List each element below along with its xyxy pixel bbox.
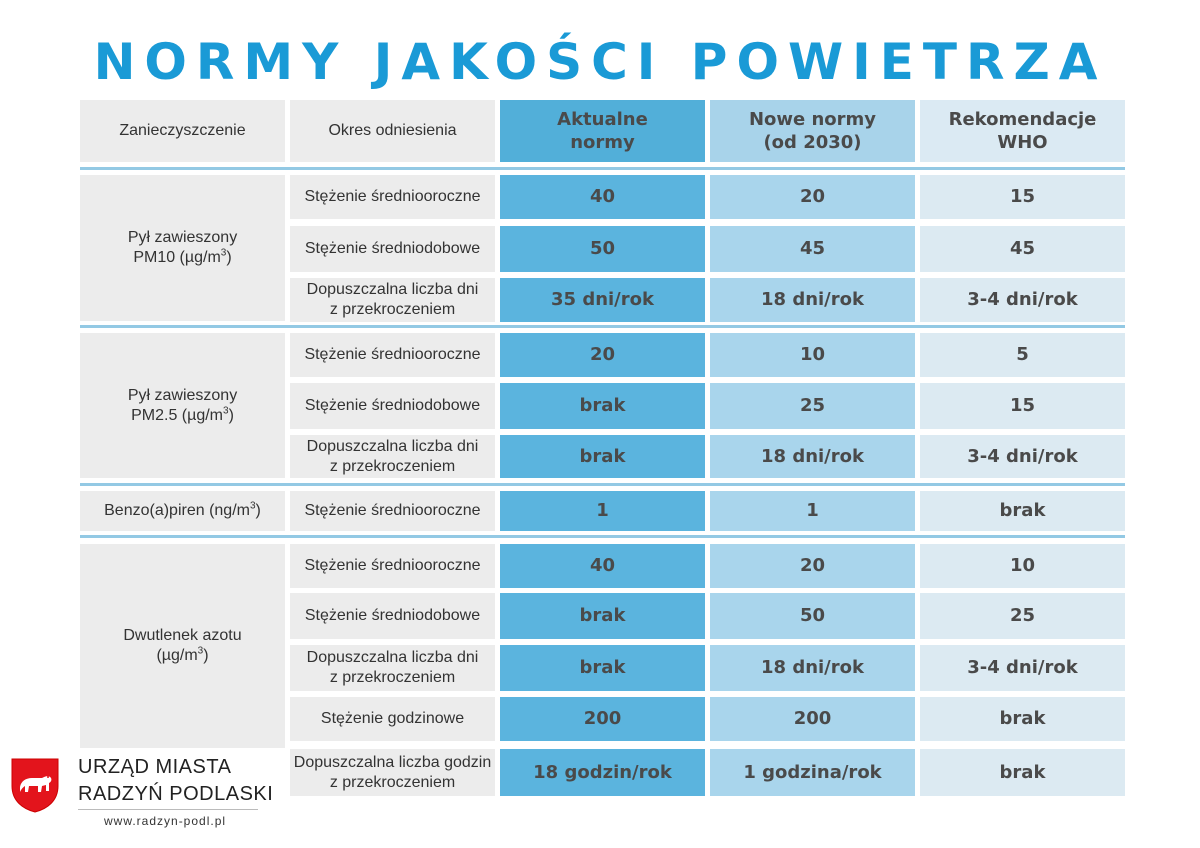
period-cell [290,645,495,691]
who-recommendation-cell [920,226,1125,272]
pollutant-name-line1: Pył zawieszony [127,229,238,246]
period-cell [290,749,495,796]
period-label-line2: z przekroczeniem [329,457,456,475]
period-label-line2: z przekroczeniem [329,773,456,791]
current-norm-cell [500,749,705,796]
pollutant-name-line2 [133,248,231,268]
new-norm-cell [710,383,915,429]
pollutant-unit: PM10 (µg/m [133,249,221,266]
coat-of-arms-icon [9,756,61,814]
new-norm-cell [710,593,915,639]
unit-close: ) [226,249,232,266]
footer-divider [78,809,258,810]
new-norm-cell-value: 1 godzina/rok [743,761,882,783]
organization-name-line1: URZĄD MIASTA [78,756,232,778]
period-cell [290,697,495,741]
who-recommendation-cell-value: 15 [1009,395,1036,416]
period-label-line1: Stężenie średniooroczne [304,346,481,363]
new-norm-cell [710,491,915,531]
period-label-line1: Stężenie średniooroczne [304,188,481,205]
new-norm-cell [710,333,915,377]
website-url: www.radzyn-podl.pl [104,814,227,828]
who-recommendation-cell-value: brak [999,500,1046,521]
current-norm-cell [500,645,705,691]
pollutant-name-line2 [156,646,208,666]
current-norm-cell [500,278,705,322]
new-norm-cell [710,435,915,478]
period-cell [290,226,495,272]
current-norm-cell [500,697,705,741]
period-label-line1: Stężenie godzinowe [320,710,465,727]
pollutant-unit: Benzo(a)piren (ng/m [104,502,250,519]
period-label-line1: Dopuszczalna liczba dni [306,437,479,455]
period-cell [290,435,495,478]
pollutant-unit: PM2.5 (µg/m [131,406,223,424]
unit-close: ) [228,406,234,424]
current-norm-cell-value: 35 dni/rok [551,289,654,310]
pollutant-name-line2 [131,406,234,426]
current-norm-cell [500,435,705,478]
separator [80,483,1125,486]
who-recommendation-cell-value: 10 [1009,555,1036,576]
separator [80,535,1125,538]
header-current-line1: Aktualne [557,109,648,130]
period-cell [290,544,495,588]
period-label-line1: Stężenie średniodobowe [304,397,481,414]
current-norm-cell-value: 40 [589,555,616,576]
current-norm-cell [500,226,705,272]
who-recommendation-cell [920,278,1125,322]
who-recommendation-cell-value: 15 [1009,186,1036,207]
header-pollutant [80,100,285,162]
period-label-line1: Stężenie średniodobowe [304,607,481,624]
new-norm-cell [710,697,915,741]
pollutant-name-line1 [104,501,261,521]
who-recommendation-cell-value: brak [999,761,1046,783]
separator [80,325,1125,328]
new-norm-cell [710,544,915,588]
period-label-line1: Dopuszczalna liczba dni [306,649,479,666]
who-recommendation-cell [920,435,1125,478]
period-cell [290,383,495,429]
new-norm-cell [710,226,915,272]
period-cell [290,491,495,531]
page-title: NORMY JAKOŚCI POWIETRZA [93,33,1107,91]
unit-close: ) [203,647,209,664]
pollutant-name-line1: Pył zawieszony [127,386,238,404]
current-norm-cell [500,383,705,429]
who-recommendation-cell [920,491,1125,531]
current-norm-cell-value: brak [579,395,626,416]
separator [80,167,1125,170]
who-recommendation-cell-value: brak [999,708,1046,729]
unit-superscript: 3 [220,247,227,259]
header-current-line2: normy [570,132,635,153]
who-recommendation-cell [920,383,1125,429]
who-recommendation-cell-value: 3-4 dni/rok [967,289,1078,310]
current-norm-cell-value: 200 [583,708,622,729]
header-period [290,100,495,162]
unit-superscript: 3 [197,645,204,657]
current-norm-cell-value: brak [579,605,626,626]
who-recommendation-cell-value: 25 [1009,605,1036,626]
current-norm-cell [500,175,705,219]
period-label-line1: Stężenie średniooroczne [304,502,481,519]
current-norm-cell-value: brak [579,657,626,678]
current-norm-cell [500,333,705,377]
new-norm-cell-value: 18 dni/rok [761,289,864,310]
who-recommendation-cell [920,645,1125,691]
who-recommendation-cell [920,175,1125,219]
current-norm-cell [500,491,705,531]
unit-superscript: 3 [223,405,229,417]
period-label-line1: Stężenie średniooroczne [304,557,481,574]
header-period-label: Okres odniesienia [328,122,457,139]
period-label-line2: z przekroczeniem [329,301,456,318]
who-recommendation-cell [920,697,1125,741]
period-cell [290,278,495,322]
pollutant-bap [80,491,285,531]
header-who-line2: WHO [997,132,1048,153]
new-norm-cell-value: 200 [793,708,832,729]
who-recommendation-cell [920,749,1125,796]
who-recommendation-cell-value: 3-4 dni/rok [967,445,1078,467]
new-norm-cell [710,278,915,322]
header-current [500,100,705,162]
period-label-line1: Dopuszczalna liczba godzin [293,753,492,771]
pollutant-name-line1: Dwutlenek azotu [123,627,242,644]
new-norm-cell [710,749,915,796]
organization-name-line2: RADZYŃ PODLASKI [78,783,274,805]
header-new [710,100,915,162]
header-new-line2: (od 2030) [763,132,862,153]
current-norm-cell [500,593,705,639]
period-label-line1: Stężenie średniodobowe [304,240,481,257]
unit-close: ) [255,502,261,519]
new-norm-cell-value: 20 [799,555,826,576]
pollutant-no2 [80,544,285,748]
current-norm-cell [500,544,705,588]
period-cell [290,333,495,377]
current-norm-cell-value: 1 [596,500,609,521]
new-norm-cell-value: 50 [799,605,826,626]
current-norm-cell-value: 40 [589,186,616,207]
header-new-line1: Nowe normy [748,109,877,130]
who-recommendation-cell [920,333,1125,377]
new-norm-cell-value: 18 dni/rok [761,657,864,678]
period-cell [290,175,495,219]
header-pollutant-label: Zanieczyszczenie [119,122,246,139]
period-label-line1: Dopuszczalna liczba dni [306,281,479,298]
unit-superscript: 3 [249,500,256,512]
pollutant-pm10 [80,175,285,321]
new-norm-cell-value: 10 [799,344,826,365]
period-cell [290,593,495,639]
new-norm-cell-value: 1 [806,500,819,521]
period-label-line2: z przekroczeniem [329,669,456,686]
header-who-line1: Rekomendacje [948,109,1097,130]
pollutant-pm25 [80,333,285,478]
who-recommendation-cell-value: 5 [1016,344,1029,365]
header-who [920,100,1125,162]
new-norm-cell [710,645,915,691]
new-norm-cell-value: 20 [799,186,826,207]
new-norm-cell-value: 25 [799,395,826,416]
who-recommendation-cell-value: 45 [1009,238,1036,259]
new-norm-cell [710,175,915,219]
pollutant-unit: (µg/m [156,647,198,664]
current-norm-cell-value: 50 [589,238,616,259]
current-norm-cell-value: 20 [589,344,616,365]
who-recommendation-cell-value: 3-4 dni/rok [967,657,1078,678]
new-norm-cell-value: 18 dni/rok [761,445,864,467]
new-norm-cell-value: 45 [799,238,826,259]
who-recommendation-cell [920,544,1125,588]
current-norm-cell-value: brak [579,445,626,467]
current-norm-cell-value: 18 godzin/rok [533,761,672,783]
who-recommendation-cell [920,593,1125,639]
